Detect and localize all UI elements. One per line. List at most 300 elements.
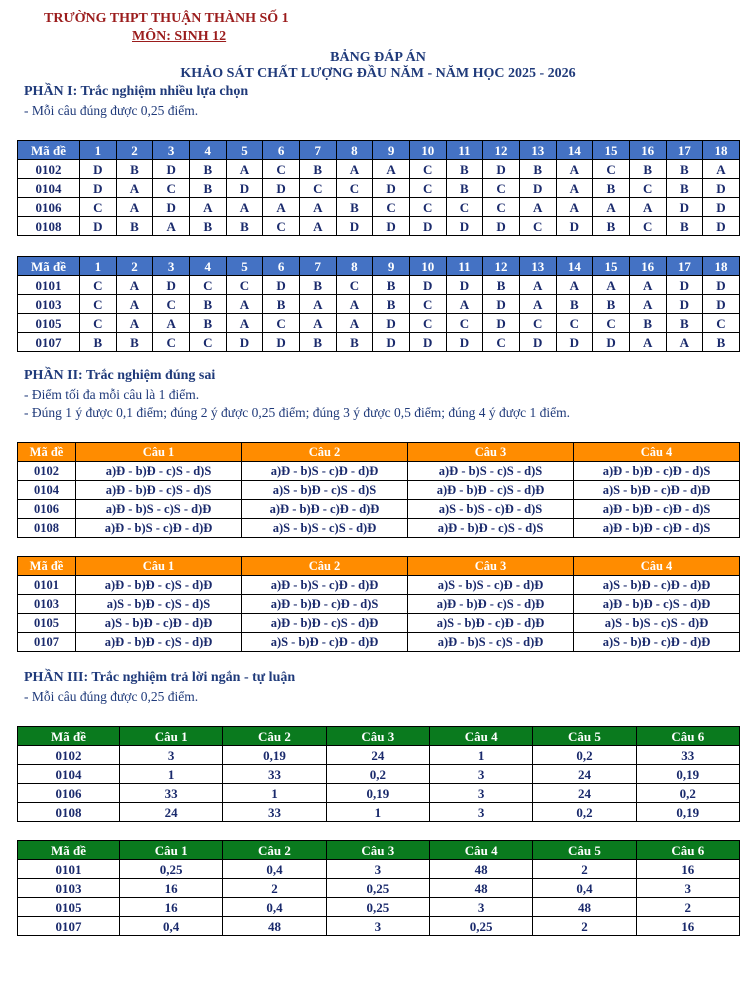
answer-cell: 16: [120, 879, 223, 898]
header-question-18: 18: [703, 257, 740, 276]
exam-code-cell: 0103: [18, 879, 120, 898]
answer-cell: a)S - b)S - c)S - d)Đ: [242, 519, 408, 538]
header-question-1: 1: [80, 141, 117, 160]
answer-cell: B: [299, 160, 336, 179]
table-row: [18, 633, 740, 652]
answer-cell: C: [80, 314, 117, 333]
answer-cell: D: [80, 160, 117, 179]
answer-cell: 48: [533, 898, 636, 917]
table-row: [18, 295, 740, 314]
header-question-6: 6: [263, 141, 300, 160]
header-question-3: Câu 3: [408, 443, 574, 462]
header-question-3: 3: [153, 141, 190, 160]
answer-cell: 48: [429, 860, 532, 879]
answer-cell: B: [80, 333, 117, 352]
answer-cell: 33: [120, 784, 223, 803]
answer-cell: 0,19: [326, 784, 429, 803]
answer-cell: 1: [429, 746, 532, 765]
answer-cell: D: [666, 276, 703, 295]
table-header-row: [18, 557, 740, 576]
answer-cell: D: [446, 276, 483, 295]
answer-cell: 1: [223, 784, 326, 803]
exam-code-cell: 0105: [18, 614, 76, 633]
header-question-15: 15: [593, 141, 630, 160]
answer-cell: A: [299, 217, 336, 236]
answer-cell: B: [189, 160, 226, 179]
answer-cell: 24: [326, 746, 429, 765]
exam-code-cell: 0102: [18, 160, 80, 179]
answer-cell: 3: [120, 746, 223, 765]
answer-cell: D: [703, 276, 740, 295]
answer-cell: C: [263, 217, 300, 236]
table-row: [18, 481, 740, 500]
answer-cell: C: [299, 179, 336, 198]
answer-cell: 3: [636, 879, 739, 898]
answer-cell: a)Đ - b)S - c)Đ - d)Đ: [76, 519, 242, 538]
header-question-16: 16: [629, 257, 666, 276]
header-question-5: 5: [226, 141, 263, 160]
header-question-4: 4: [189, 257, 226, 276]
answer-cell: a)S - b)S - c)Đ - d)Đ: [408, 576, 574, 595]
header-question-17: 17: [666, 257, 703, 276]
document-subtitle: KHẢO SÁT CHẤT LƯỢNG ĐẦU NĂM - NĂM HỌC 2025 - 2026: [180, 66, 576, 81]
answer-cell: D: [519, 333, 556, 352]
answer-cell: 0,2: [636, 784, 739, 803]
header-question-17: 17: [666, 141, 703, 160]
answer-cell: D: [703, 217, 740, 236]
header-question-3: Câu 3: [326, 841, 429, 860]
answer-cell: C: [703, 314, 740, 333]
header-question-2: Câu 2: [242, 443, 408, 462]
answer-cell: 0,25: [429, 917, 532, 936]
exam-code-cell: 0105: [18, 314, 80, 333]
answer-cell: 2: [223, 879, 326, 898]
header-question-1: Câu 1: [76, 557, 242, 576]
answer-cell: a)S - b)Đ - c)Đ - d)Đ: [574, 633, 740, 652]
answer-cell: 0,19: [636, 803, 739, 822]
answer-cell: B: [593, 295, 630, 314]
answer-cell: C: [593, 314, 630, 333]
answer-cell: D: [336, 217, 373, 236]
part2-title: PHẦN II: Trắc nghiệm đúng sai: [24, 368, 216, 383]
answer-cell: D: [226, 179, 263, 198]
answer-cell: C: [409, 295, 446, 314]
table-row: [18, 462, 740, 481]
answer-cell: A: [629, 276, 666, 295]
answer-cell: A: [153, 217, 190, 236]
part3-table-1: [17, 726, 740, 822]
answer-cell: a)Đ - b)Đ - c)Đ - d)S: [574, 462, 740, 481]
table-header-row: [18, 841, 740, 860]
answer-cell: B: [519, 160, 556, 179]
answer-cell: C: [153, 333, 190, 352]
answer-cell: 33: [636, 746, 739, 765]
header-question-10: 10: [409, 141, 446, 160]
part3-note: - Mỗi câu đúng được 0,25 điểm.: [24, 689, 199, 704]
answer-cell: C: [336, 179, 373, 198]
answer-cell: A: [116, 179, 153, 198]
exam-code-cell: 0102: [18, 746, 120, 765]
header-question-3: 3: [153, 257, 190, 276]
answer-cell: C: [629, 179, 666, 198]
answer-cell: 2: [533, 860, 636, 879]
header-question-4: Câu 4: [429, 841, 532, 860]
answer-cell: B: [556, 295, 593, 314]
header-question-5: 5: [226, 257, 263, 276]
header-question-12: 12: [483, 141, 520, 160]
header-question-8: 8: [336, 141, 373, 160]
table-header-row: [18, 443, 740, 462]
answer-cell: D: [263, 333, 300, 352]
answer-cell: D: [226, 333, 263, 352]
answer-cell: B: [116, 217, 153, 236]
answer-cell: a)Đ - b)Đ - c)S - d)Đ: [76, 576, 242, 595]
answer-cell: A: [299, 314, 336, 333]
answer-cell: a)Đ - b)S - c)Đ - d)Đ: [242, 576, 408, 595]
answer-cell: D: [703, 198, 740, 217]
header-question-2: 2: [116, 257, 153, 276]
header-question-6: 6: [263, 257, 300, 276]
answer-cell: a)S - b)Đ - c)S - d)S: [242, 481, 408, 500]
header-exam-code: Mã đề: [18, 443, 76, 462]
table-row: [18, 917, 740, 936]
exam-code-cell: 0102: [18, 462, 76, 481]
answer-cell: D: [666, 295, 703, 314]
answer-cell: A: [226, 160, 263, 179]
answer-cell: A: [556, 179, 593, 198]
answer-cell: 3: [326, 917, 429, 936]
header-exam-code: Mã đề: [18, 257, 80, 276]
answer-cell: A: [446, 295, 483, 314]
answer-cell: A: [556, 276, 593, 295]
answer-cell: B: [373, 295, 410, 314]
answer-cell: B: [446, 160, 483, 179]
answer-cell: A: [336, 295, 373, 314]
answer-cell: A: [556, 198, 593, 217]
answer-cell: 1: [326, 803, 429, 822]
answer-cell: B: [446, 179, 483, 198]
table-row: [18, 898, 740, 917]
part2-table-2: [17, 556, 740, 652]
answer-cell: A: [336, 314, 373, 333]
header-question-8: 8: [336, 257, 373, 276]
answer-cell: a)Đ - b)S - c)S - d)Đ: [408, 633, 574, 652]
exam-code-cell: 0106: [18, 500, 76, 519]
answer-cell: A: [519, 198, 556, 217]
answer-cell: C: [153, 295, 190, 314]
answer-cell: D: [373, 333, 410, 352]
answer-cell: D: [409, 333, 446, 352]
header-exam-code: Mã đề: [18, 841, 120, 860]
answer-cell: B: [189, 295, 226, 314]
table-header-row: [18, 141, 740, 160]
part1-table-1: [17, 140, 740, 236]
header-question-4: Câu 4: [574, 443, 740, 462]
answer-cell: B: [116, 333, 153, 352]
exam-code-cell: 0103: [18, 595, 76, 614]
exam-code-cell: 0104: [18, 179, 80, 198]
part1-table-2: [17, 256, 740, 352]
answer-cell: B: [666, 217, 703, 236]
table-row: [18, 217, 740, 236]
table-row: [18, 198, 740, 217]
answer-cell: 16: [636, 860, 739, 879]
answer-cell: C: [189, 276, 226, 295]
answer-cell: C: [336, 276, 373, 295]
answer-cell: 3: [326, 860, 429, 879]
answer-cell: D: [666, 198, 703, 217]
answer-cell: D: [446, 333, 483, 352]
answer-cell: C: [189, 333, 226, 352]
header-question-13: 13: [519, 257, 556, 276]
header-question-3: Câu 3: [408, 557, 574, 576]
table-header-row: [18, 257, 740, 276]
answer-cell: a)Đ - b)Đ - c)S - d)S: [76, 462, 242, 481]
header-question-4: 4: [189, 141, 226, 160]
answer-cell: 0,4: [223, 898, 326, 917]
answer-cell: D: [373, 217, 410, 236]
answer-cell: A: [629, 295, 666, 314]
header-question-12: 12: [483, 257, 520, 276]
table-row: [18, 160, 740, 179]
answer-cell: A: [226, 198, 263, 217]
answer-cell: B: [263, 295, 300, 314]
exam-code-cell: 0103: [18, 295, 80, 314]
header-question-4: Câu 4: [574, 557, 740, 576]
answer-cell: D: [556, 333, 593, 352]
answer-cell: B: [336, 333, 373, 352]
answer-cell: D: [153, 198, 190, 217]
answer-cell: D: [446, 217, 483, 236]
answer-cell: A: [666, 333, 703, 352]
answer-cell: D: [703, 179, 740, 198]
answer-cell: A: [116, 276, 153, 295]
answer-cell: A: [336, 160, 373, 179]
answer-cell: a)Đ - b)Đ - c)S - d)S: [408, 519, 574, 538]
answer-cell: B: [483, 276, 520, 295]
answer-cell: a)Đ - b)S - c)S - d)Đ: [76, 500, 242, 519]
answer-cell: A: [373, 160, 410, 179]
answer-cell: C: [556, 314, 593, 333]
table-row: [18, 519, 740, 538]
answer-cell: D: [483, 295, 520, 314]
answer-cell: B: [226, 217, 263, 236]
table-header-row: [18, 727, 740, 746]
answer-cell: B: [189, 314, 226, 333]
header-question-6: Câu 6: [636, 841, 739, 860]
table-row: [18, 333, 740, 352]
answer-cell: D: [483, 217, 520, 236]
answer-cell: 0,4: [223, 860, 326, 879]
answer-cell: 1: [120, 765, 223, 784]
header-exam-code: Mã đề: [18, 557, 76, 576]
header-question-1: 1: [80, 257, 117, 276]
answer-cell: A: [593, 198, 630, 217]
answer-cell: 3: [429, 784, 532, 803]
answer-cell: a)Đ - b)Đ - c)S - d)Đ: [574, 595, 740, 614]
answer-cell: B: [373, 276, 410, 295]
answer-cell: B: [189, 179, 226, 198]
table-row: [18, 765, 740, 784]
answer-cell: C: [153, 179, 190, 198]
answer-cell: A: [556, 160, 593, 179]
header-exam-code: Mã đề: [18, 141, 80, 160]
answer-cell: a)S - b)Đ - c)Đ - d)Đ: [76, 614, 242, 633]
answer-cell: B: [666, 314, 703, 333]
exam-code-cell: 0101: [18, 576, 76, 595]
header-question-1: Câu 1: [76, 443, 242, 462]
table-row: [18, 576, 740, 595]
part3-title: PHẦN III: Trắc nghiệm trả lời ngắn - tự luận: [24, 670, 296, 685]
answer-cell: B: [666, 160, 703, 179]
answer-cell: a)S - b)Đ - c)Đ - d)Đ: [242, 633, 408, 652]
exam-code-cell: 0101: [18, 860, 120, 879]
part3-table-2: [17, 840, 740, 936]
answer-cell: a)S - b)Đ - c)Đ - d)Đ: [408, 614, 574, 633]
part2-note-2: - Đúng 1 ý được 0,1 điểm; đúng 2 ý được 0,25 điểm; đúng 3 ý được 0,5 điểm; đúng 4 ý được 1 điểm.: [24, 405, 571, 420]
answer-cell: 0,2: [533, 803, 636, 822]
answer-cell: D: [409, 276, 446, 295]
answer-cell: a)S - b)Đ - c)Đ - d)Đ: [574, 481, 740, 500]
exam-code-cell: 0106: [18, 784, 120, 803]
header-question-11: 11: [446, 257, 483, 276]
header-question-13: 13: [519, 141, 556, 160]
header-question-11: 11: [446, 141, 483, 160]
answer-cell: B: [593, 217, 630, 236]
header-question-10: 10: [409, 257, 446, 276]
answer-cell: A: [263, 198, 300, 217]
answer-cell: A: [629, 198, 666, 217]
answer-cell: A: [226, 314, 263, 333]
exam-code-cell: 0106: [18, 198, 80, 217]
answer-cell: C: [373, 198, 410, 217]
table-row: [18, 614, 740, 633]
answer-cell: A: [116, 198, 153, 217]
answer-cell: A: [593, 276, 630, 295]
answer-cell: 3: [429, 898, 532, 917]
answer-cell: a)S - b)S - c)S - d)Đ: [574, 614, 740, 633]
answer-cell: a)Đ - b)Đ - c)Đ - d)S: [242, 595, 408, 614]
exam-code-cell: 0104: [18, 481, 76, 500]
answer-cell: 48: [223, 917, 326, 936]
answer-cell: A: [519, 295, 556, 314]
answer-cell: D: [483, 314, 520, 333]
header-question-9: 9: [373, 257, 410, 276]
answer-cell: A: [519, 276, 556, 295]
answer-cell: 0,4: [533, 879, 636, 898]
answer-cell: D: [519, 179, 556, 198]
header-question-4: Câu 4: [429, 727, 532, 746]
exam-code-cell: 0104: [18, 765, 120, 784]
answer-cell: a)Đ - b)Đ - c)Đ - d)S: [574, 500, 740, 519]
header-question-15: 15: [593, 257, 630, 276]
answer-cell: C: [519, 314, 556, 333]
table-row: [18, 746, 740, 765]
header-question-7: 7: [299, 141, 336, 160]
table-row: [18, 879, 740, 898]
answer-cell: C: [409, 160, 446, 179]
answer-cell: D: [409, 217, 446, 236]
part1-title: PHẦN I: Trắc nghiệm nhiều lựa chọn: [24, 84, 249, 99]
answer-cell: B: [593, 179, 630, 198]
answer-cell: B: [666, 179, 703, 198]
answer-cell: C: [263, 160, 300, 179]
answer-cell: C: [263, 314, 300, 333]
answer-cell: C: [80, 198, 117, 217]
header-question-5: Câu 5: [533, 841, 636, 860]
header-question-2: Câu 2: [242, 557, 408, 576]
answer-cell: B: [299, 276, 336, 295]
subject-label: MÔN: SINH 12: [132, 29, 227, 44]
answer-cell: 24: [533, 765, 636, 784]
answer-cell: B: [336, 198, 373, 217]
answer-cell: A: [226, 295, 263, 314]
header-question-16: 16: [629, 141, 666, 160]
answer-cell: a)S - b)S - c)Đ - d)S: [408, 500, 574, 519]
answer-cell: 33: [223, 803, 326, 822]
answer-cell: B: [629, 314, 666, 333]
answer-cell: 3: [429, 765, 532, 784]
answer-cell: C: [629, 217, 666, 236]
answer-cell: A: [116, 314, 153, 333]
answer-cell: A: [189, 198, 226, 217]
answer-cell: a)S - b)Đ - c)S - d)S: [76, 595, 242, 614]
answer-cell: a)Đ - b)Đ - c)Đ - d)S: [574, 519, 740, 538]
table-row: [18, 595, 740, 614]
table-row: [18, 276, 740, 295]
answer-cell: B: [299, 333, 336, 352]
header-question-1: Câu 1: [120, 727, 223, 746]
answer-cell: C: [446, 314, 483, 333]
answer-cell: a)Đ - b)Đ - c)S - d)S: [76, 481, 242, 500]
header-question-14: 14: [556, 141, 593, 160]
part2-note-1: - Điểm tối đa mỗi câu là 1 điểm.: [24, 387, 200, 402]
answer-cell: C: [409, 198, 446, 217]
answer-cell: A: [116, 295, 153, 314]
table-row: [18, 500, 740, 519]
answer-cell: 0,19: [636, 765, 739, 784]
table-row: [18, 314, 740, 333]
answer-cell: a)Đ - b)S - c)S - d)S: [408, 462, 574, 481]
exam-code-cell: 0107: [18, 633, 76, 652]
answer-cell: C: [593, 160, 630, 179]
part2-table-1: [17, 442, 740, 538]
answer-cell: D: [373, 314, 410, 333]
answer-cell: D: [373, 179, 410, 198]
answer-cell: B: [629, 160, 666, 179]
answer-cell: C: [226, 276, 263, 295]
header-question-14: 14: [556, 257, 593, 276]
answer-cell: A: [703, 160, 740, 179]
exam-code-cell: 0108: [18, 519, 76, 538]
header-question-9: 9: [373, 141, 410, 160]
header-question-5: Câu 5: [533, 727, 636, 746]
answer-cell: C: [409, 179, 446, 198]
answer-cell: 48: [429, 879, 532, 898]
answer-cell: C: [519, 217, 556, 236]
answer-cell: B: [189, 217, 226, 236]
answer-cell: D: [556, 217, 593, 236]
answer-cell: B: [116, 160, 153, 179]
answer-cell: 33: [223, 765, 326, 784]
table-row: [18, 179, 740, 198]
answer-cell: C: [80, 276, 117, 295]
table-row: [18, 803, 740, 822]
exam-code-cell: 0108: [18, 803, 120, 822]
answer-cell: A: [153, 314, 190, 333]
header-question-7: 7: [299, 257, 336, 276]
answer-cell: a)Đ - b)Đ - c)Đ - d)Đ: [242, 500, 408, 519]
